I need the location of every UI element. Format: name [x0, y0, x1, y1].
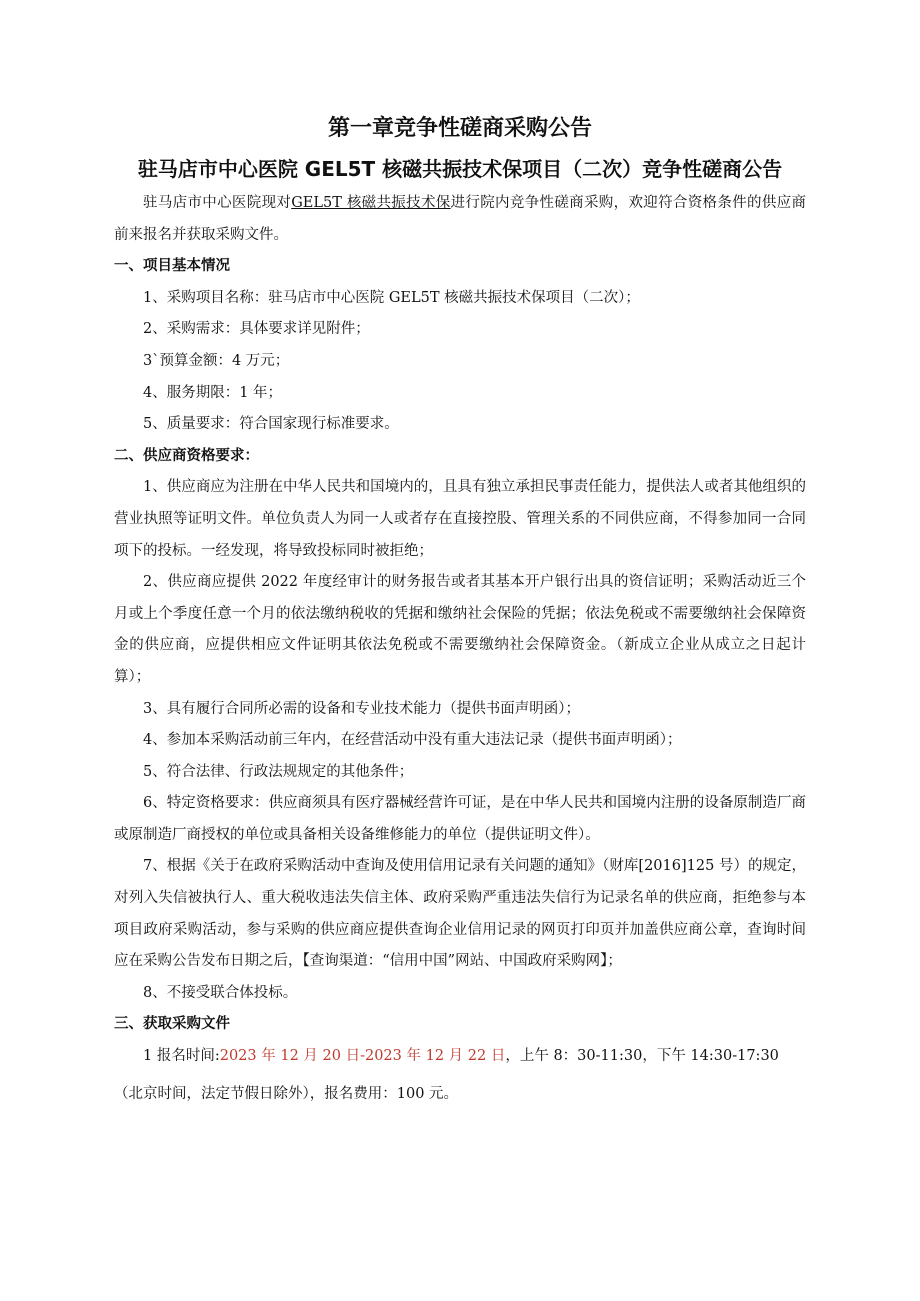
signup-dates: 2023 年 12 月 20 日-2023 年 12 月 22 日 [219, 1048, 506, 1065]
section1-item: 2、采购需求：具体要求详见附件； [143, 321, 370, 338]
section2-heading: 二、供应商资格要求： [114, 447, 259, 464]
chapter-title: 第一章竞争性磋商采购公告 [327, 116, 592, 141]
subtitle-pre: 驻马店市中心医院 [137, 157, 298, 181]
intro-post: 进行院内竞争性磋商采购，欢迎符合资格条件的供应商前来报名并获取采购文件。 [114, 195, 806, 243]
section1-heading: 一、项目基本情况 [114, 258, 230, 275]
section3-heading: 三、获取采购文件 [114, 1016, 230, 1033]
document-body [114, 188, 806, 1110]
section2-item: 2、供应商应提供 2022 年度经审计的财务报告或者其基本开户银行出具的资信证明；采购活动近三个月或上个季度任意一个月的依法缴纳税收的凭据和缴纳社会保险的凭据；依法免税或不需要缴纳社会保障资金的供应商，应提供相应文件证明其依法免税或不需要缴纳社会保障资金。（新成立企业从成立之日起计算）； [114, 574, 806, 685]
intro-paragraph [114, 188, 806, 251]
section2-item: 7、根据《关于在政府采购活动中查询及使用信用记录有关问题的通知》（财库[2016]125 号）的规定，对列入失信被执行人、重大税收违法失信主体、政府采购严重违法失信行为记录名单的供应商，拒绝参与本项目政府采购活动，参与采购的供应商应提供查询企业信用记录的网页打印页并加盖供应商公章，查询时间应在采购公告发布日期之后，【查询渠道：“信用中国”网站、中国政府采购网】； [114, 858, 806, 970]
intro-pre: 驻马店市中心医院现对 [143, 195, 292, 211]
section1-item: 3`预算金额：4 万元； [143, 352, 290, 369]
signup-suffix: ，上午 8：30-11:30，下午 14:30-17:30 [505, 1048, 779, 1065]
signup-time-line [114, 1041, 806, 1073]
announcement-subtitle [0, 152, 920, 186]
section2-item: 8、不接受联合体投标。 [143, 984, 298, 1001]
subtitle-post: 核磁共振技术保项目（二次）竞争性磋商公告 [382, 157, 783, 181]
section1-item: 5、质量要求：符合国家现行标准要求。 [143, 416, 399, 433]
subtitle-model: GEL5T [304, 157, 376, 181]
signup-prefix: 1 报名时间: [143, 1048, 220, 1065]
signup-note: （北京时间，法定节假日除外），报名费用：100 元。 [114, 1085, 459, 1102]
section2-item: 1、供应商应为注册在中华人民共和国境内的，且具有独立承担民事责任能力，提供法人或者其他组织的营业执照等证明文件。单位负责人为同一人或者存在直接控股、管理关系的不同供应商，不得参加同一合同项下的投标。一经发现，将导致投标同时被拒绝； [114, 479, 806, 559]
intro-underlined: GEL5T 核磁共振技术保 [291, 195, 451, 211]
section2-item: 3、具有履行合同所必需的设备和专业技术能力（提供书面声明函）； [143, 700, 580, 717]
section1-item: 1、采购项目名称：驻马店市中心医院 GEL5T 核磁共振技术保项目（二次）； [143, 289, 640, 306]
section2-item: 4、参加本采购活动前三年内，在经营活动中没有重大违法记录（提供书面声明函）； [143, 732, 682, 749]
section1-item: 4、服务期限：1 年； [143, 384, 283, 401]
section2-item: 5、符合法律、行政法规规定的其他条件； [143, 763, 414, 780]
section2-item: 6、特定资格要求：供应商须具有医疗器械经营许可证，是在中华人民共和国境内注册的设备原制造厂商或原制造厂商授权的单位或具备相关设备维修能力的单位（提供证明文件）。 [114, 795, 806, 843]
